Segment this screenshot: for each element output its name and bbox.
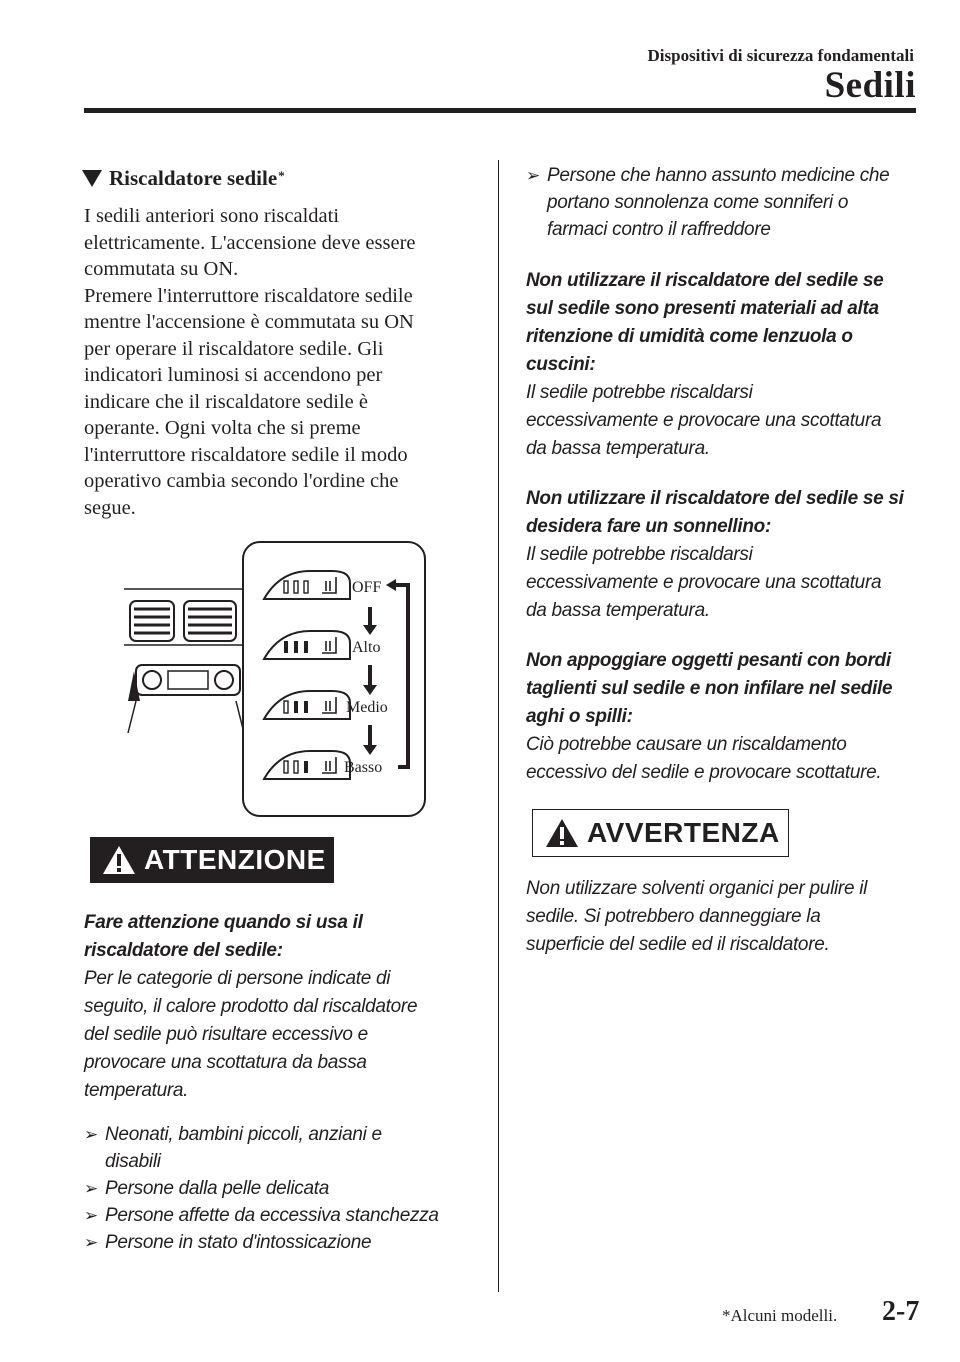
return-arrow-icon: [394, 585, 408, 767]
right-column: [526, 158, 918, 959]
arrow-down-icon: [363, 685, 377, 695]
section-heading: [82, 166, 474, 191]
text-line: del sedile può risultare eccessivo e: [84, 1024, 368, 1045]
seat-heater-figure: [84, 541, 424, 815]
continued-bullet-list: [526, 162, 918, 243]
seat-heater-icon: [260, 749, 352, 781]
text-line: sul sedile sono presenti materiali ad alta: [526, 298, 879, 319]
control-knob: [215, 671, 233, 689]
text-line: Persone in stato d'intossicazione: [105, 1232, 372, 1253]
caution-bullet-list: [84, 1121, 474, 1256]
text-line: Fare attenzione quando si usa il: [84, 912, 363, 933]
text-line: cuscini:: [526, 354, 596, 375]
caution-content: [84, 909, 474, 1256]
return-arrow-icon: [386, 579, 396, 591]
control-knob: [143, 671, 161, 689]
arrow-down-icon: [363, 625, 377, 635]
note-body: [526, 731, 918, 787]
warning-banner-text: AVVERTENZA: [587, 817, 780, 848]
text-line: Premere l'interruttore riscaldatore sedile: [84, 284, 413, 307]
bullet-arrow-icon: ➢: [84, 1179, 98, 1198]
text-line: da bassa temperatura.: [526, 600, 710, 621]
text-line: Persone affette da eccessiva stanchezza: [105, 1205, 439, 1226]
text-line: riscaldatore del sedile:: [84, 940, 283, 961]
caution-body: [84, 965, 474, 1105]
text-line: desidera fare un sonnellino:: [526, 516, 771, 537]
note-heading: [526, 647, 918, 731]
text-line: ritenzione di umidità come lenzuola o: [526, 326, 853, 347]
list-item: [84, 1202, 474, 1229]
mode-label-low: Basso: [344, 759, 383, 776]
text-line: temperatura.: [84, 1080, 189, 1101]
caution-note: [526, 647, 918, 787]
text-line: indicare che il riscaldatore sedile è: [84, 390, 369, 413]
list-item: [84, 1121, 474, 1175]
text-line: provocare una scottatura da bassa: [84, 1052, 367, 1073]
caution-banner: [90, 837, 334, 883]
text-line: seguito, il calore prodotto dal riscaldatore: [84, 996, 418, 1017]
note-heading: [526, 485, 918, 541]
text-line: aghi o spilli:: [526, 706, 633, 727]
text-line: Persone dalla pelle delicata: [105, 1178, 329, 1199]
list-item: [84, 1229, 474, 1256]
text-line: segue.: [84, 496, 136, 519]
vent-right: [184, 601, 236, 641]
text-line: eccessivamente e provocare una scottatura: [526, 410, 882, 431]
seat-heater-switch-pointer: [128, 671, 140, 701]
bullet-arrow-icon: ➢: [526, 166, 540, 185]
caution-heading: [84, 909, 474, 965]
text-line: Il sedile potrebbe riscaldarsi: [526, 544, 753, 565]
text-line: operativo cambia secondo l'ordine che: [84, 470, 399, 492]
note-body: [526, 379, 918, 463]
header-section-label: Dispositivi di sicurezza fondamentali: [647, 46, 914, 65]
column-divider: [498, 160, 499, 1292]
arrow-down-icon: [363, 745, 377, 755]
mode-label-high: Alto: [352, 639, 381, 656]
text-line: Non utilizzare il riscaldatore del sedile se: [526, 270, 884, 291]
list-item: [84, 1175, 474, 1202]
page-number: 2-7: [882, 1296, 920, 1327]
warning-banner-wrap: [532, 809, 918, 857]
text-line: eccessivamente e provocare una scottatura: [526, 572, 882, 593]
seat-heater-icon: [260, 629, 352, 661]
text-line: disabili: [105, 1151, 161, 1172]
operation-paragraph: [84, 283, 474, 522]
text-line: da bassa temperatura.: [526, 438, 710, 459]
text-line: Per le categorie di persone indicate di: [84, 968, 391, 989]
text-line: Non utilizzare il riscaldatore del sedile se si: [526, 488, 904, 509]
text-line: Non appoggiare oggetti pesanti con bordi: [526, 650, 891, 671]
caution-note: [526, 485, 918, 625]
text-line: portano sonnolenza come sonniferi o: [547, 192, 849, 213]
page-title: Sedili: [824, 65, 916, 106]
list-item: [526, 162, 918, 243]
left-column: [84, 160, 474, 1256]
text-line: Persone che hanno assunto medicine che: [547, 165, 890, 186]
text-line: Il sedile potrebbe riscaldarsi: [526, 382, 753, 403]
warning-triangle-icon: [545, 818, 579, 848]
warning-body: [526, 875, 918, 959]
text-line: Non utilizzare solventi organici per pulire il: [526, 878, 868, 899]
text-line: mentre l'accensione è commutata su ON: [84, 311, 414, 333]
header-rule: [84, 108, 916, 113]
text-line: sedile. Si potrebbero danneggiare la: [526, 906, 821, 927]
text-line: superficie del sedile ed il riscaldatore.: [526, 934, 830, 955]
bullet-arrow-icon: ➢: [84, 1233, 98, 1252]
text-line: eccessivo del sedile e provocare scottature.: [526, 762, 882, 783]
caution-banner-wrap: [90, 837, 474, 883]
section-heading-asterisk: *: [278, 167, 285, 183]
text-line: indicatori luminosi si accendono per: [84, 364, 383, 386]
text-line: operante. Ogni volta che si preme: [84, 417, 361, 439]
vent-left: [130, 601, 174, 641]
text-line: l'interruttore riscaldatore sedile il modo: [84, 443, 408, 466]
text-line: commutata su ON.: [84, 258, 239, 280]
bullet-arrow-icon: ➢: [84, 1206, 98, 1225]
mode-sequence-arrows: [354, 579, 420, 779]
text-line: per operare il riscaldatore sedile. Gli: [84, 337, 384, 360]
section-heading-text: Riscaldatore sedile: [109, 166, 278, 190]
text-line: I sedili anteriori sono riscaldati: [84, 205, 340, 227]
mode-label-medium: Medio: [346, 699, 388, 716]
dashboard-illustration: [124, 583, 254, 733]
caution-banner-text: ATTENZIONE: [144, 844, 326, 875]
note-body: [526, 541, 918, 625]
seat-heater-icon: [260, 689, 352, 721]
control-display: [168, 671, 208, 689]
control-panel: [136, 665, 240, 695]
footnote: *Alcuni modelli.: [722, 1306, 838, 1325]
bullet-arrow-icon: ➢: [84, 1125, 98, 1144]
seat-heater-icon: [260, 569, 352, 601]
caution-note: [526, 267, 918, 463]
mode-label-off: OFF: [352, 579, 382, 596]
text-line: elettricamente. L'accensione deve essere: [84, 231, 416, 254]
triangle-down-icon: [82, 170, 102, 187]
warning-banner: [532, 809, 789, 857]
text-line: taglienti sul sedile e non infilare nel sedile: [526, 678, 893, 699]
text-line: Ciò potrebbe causare un riscaldamento: [526, 734, 847, 755]
intro-paragraph: [84, 203, 474, 283]
warning-triangle-icon: [102, 845, 136, 875]
console-line: [128, 701, 136, 733]
text-line: farmaci contro il raffreddore: [547, 219, 771, 240]
text-line: Neonati, bambini piccoli, anziani e: [105, 1124, 382, 1145]
note-heading: [526, 267, 918, 379]
